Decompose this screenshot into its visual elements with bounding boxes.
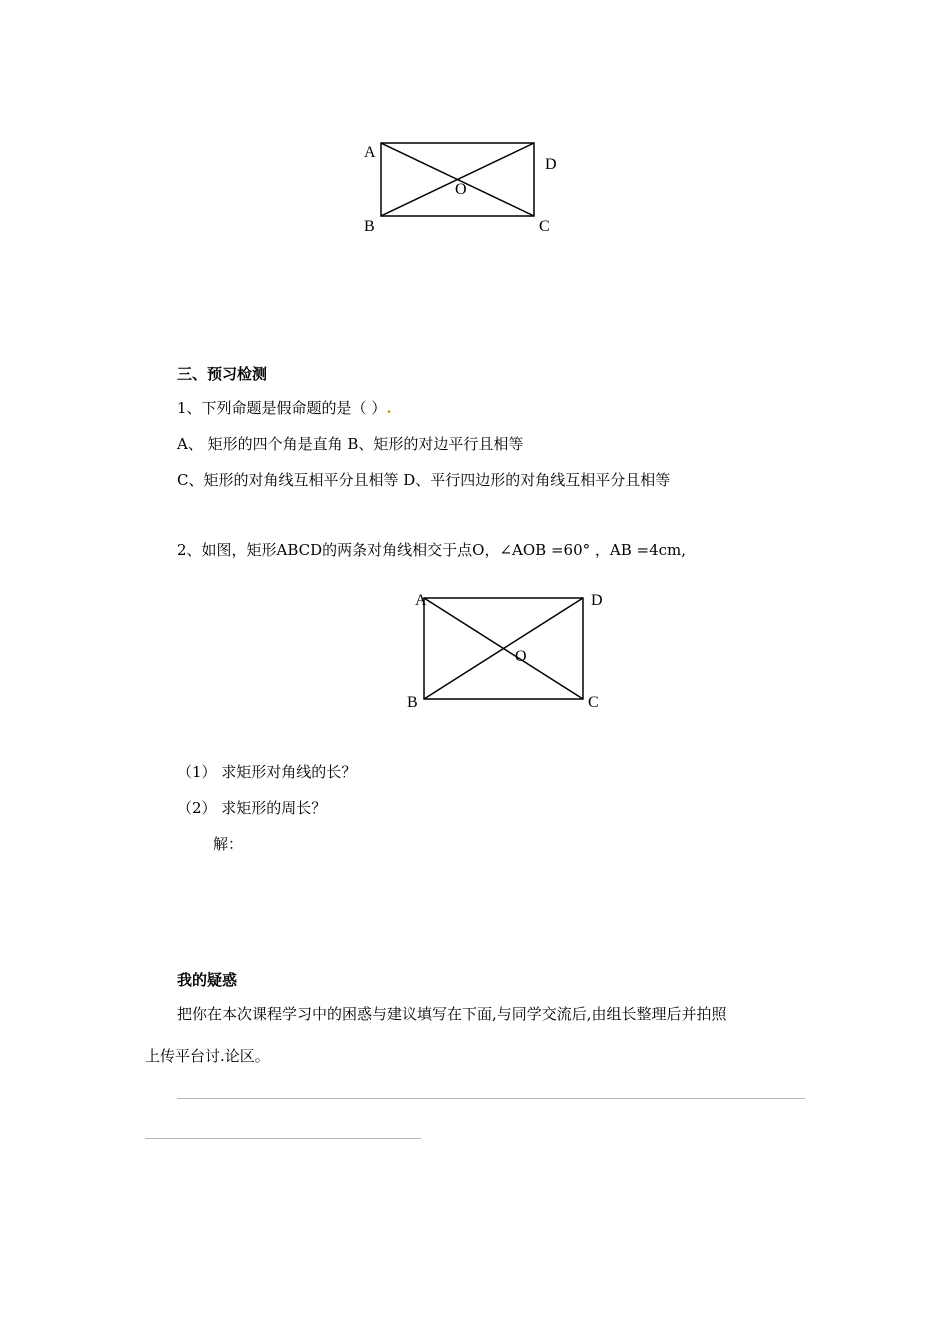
figure-2-label-o: O xyxy=(515,648,527,665)
question-2-sub-2: （2） 求矩形的周长？ xyxy=(177,799,327,817)
figure-1-label-a: A xyxy=(364,144,376,161)
doubts-heading: 我的疑惑 xyxy=(177,971,238,989)
question-1-options-ab: A、 矩形的四个角是直角 B、矩形的对边平行且相等 xyxy=(177,435,524,453)
figure-1-label-d: D xyxy=(545,156,557,173)
section-3-heading: 三、预习检测 xyxy=(177,365,268,383)
question-1-options-cd: C、矩形的对角线互相平分且相等 D、平行四边形的对角线互相平分且相等 xyxy=(177,471,671,489)
figure-1-label-b: B xyxy=(364,218,375,235)
figure-1-label-o: O xyxy=(455,181,467,198)
question-2-sub-1: （1） 求矩形对角线的长？ xyxy=(177,763,357,781)
figure-2-label-c: C xyxy=(588,694,599,711)
figure-2-label-a: A xyxy=(415,592,427,609)
answer-line-2[interactable] xyxy=(145,1138,421,1139)
question-2-stem: 2、如图，矩形ABCD的两条对角线相交于点O，∠AOB =60° ，AB =4cm, xyxy=(177,541,687,559)
question-1-stem-dot: . xyxy=(386,399,392,417)
figure-2-label-d: D xyxy=(591,592,603,609)
answer-label: 解： xyxy=(213,835,244,853)
question-1-stem-text: 1、下列命题是假命题的是（ ） xyxy=(177,399,387,417)
answer-line-1[interactable] xyxy=(177,1098,805,1099)
doubts-instruction-line-1: 把你在本次课程学习中的困惑与建议填写在下面,与同学交流后,由组长整理后并拍照 xyxy=(177,1005,727,1023)
figure-1-label-c: C xyxy=(539,218,550,235)
doubts-instruction-line-2: 上传平台讨.论区。 xyxy=(145,1047,270,1065)
figure-2-label-b: B xyxy=(407,694,418,711)
